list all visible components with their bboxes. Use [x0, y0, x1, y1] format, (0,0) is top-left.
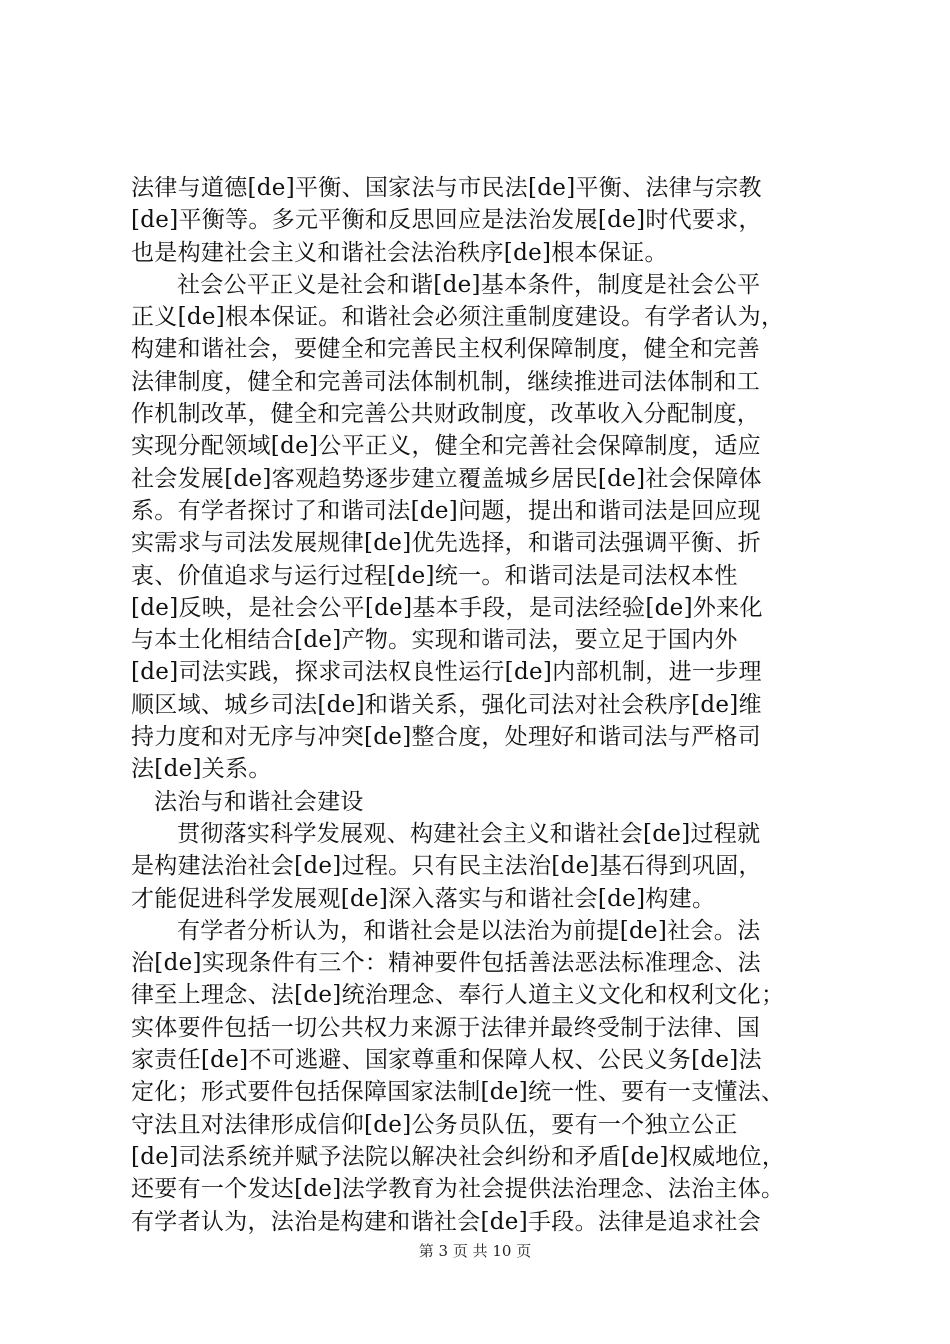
page-number-footer: 第 3 页 共 10 页: [418, 1242, 532, 1260]
text-line: 顺区域、城乡司法[de]和谐关系，强化司法对社会秩序[de]维: [131, 691, 762, 718]
paragraph-start-line: 贯彻落实科学发展观、构建社会主义和谐社会[de]过程就: [177, 820, 761, 847]
text-line: 家责任[de]不可逃避、国家尊重和保障人权、公民义务[de]法: [131, 1047, 762, 1074]
text-line: 实需求与司法发展规律[de]优先选择，和谐司法强调平衡、折: [131, 530, 761, 557]
section-heading: 法治与和谐社会建设: [154, 788, 364, 815]
text-line: 衷、价值追求与运行过程[de]统一。和谐司法是司法权本性: [131, 562, 738, 589]
text-line: 治[de]实现条件有三个：精神要件包括善法恶法标准理念、法: [131, 950, 761, 977]
text-line: 守法且对法律形成信仰[de]公务员队伍，要有一个独立公正: [131, 1111, 738, 1138]
paragraph-start-line: 有学者分析认为，和谐社会是以法治为前提[de]社会。法: [177, 917, 761, 944]
text-line: [de]司法实践，探求司法权良性运行[de]内部机制，进一步理: [131, 659, 762, 686]
text-line: 是构建法治社会[de]过程。只有民主法治[de]基石得到巩固，: [131, 853, 762, 880]
paragraph-start-line: 社会公平正义是社会和谐[de]基本条件，制度是社会公平: [177, 271, 761, 298]
text-line: 法律与道德[de]平衡、国家法与市民法[de]平衡、法律与宗教: [131, 175, 762, 201]
text-line: 法律制度，健全和完善司法体制机制，继续推进司法体制和工: [131, 368, 761, 395]
text-line: 有学者认为，法治是构建和谐社会[de]手段。法律是追求社会: [131, 1208, 761, 1235]
text-line: 定化；形式要件包括保障国家法制[de]统一性、要有一支懂法、: [131, 1079, 785, 1106]
text-line: 作机制改革，健全和完善公共财政制度，改革收入分配制度，: [131, 401, 761, 428]
text-line: 社会发展[de]客观趋势逐步建立覆盖城乡居民[de]社会保障体: [131, 465, 762, 492]
text-line: [de]反映，是社会公平[de]基本手段，是司法经验[de]外来化: [131, 594, 763, 621]
document-body: [131, 172, 851, 1238]
text-line: [de]平衡等。多元平衡和反思回应是法治发展[de]时代要求，: [131, 207, 762, 234]
text-line: 正义[de]根本保证。和谐社会必须注重制度建设。有学者认为，: [131, 304, 785, 331]
text-line: 构建和谐社会，要健全和完善民主权利保障制度，健全和完善: [131, 336, 761, 363]
text-line: 与本土化相结合[de]产物。实现和谐司法，要立足于国内外: [131, 627, 738, 654]
text-line: 也是构建社会主义和谐社会法治秩序[de]根本保证。: [131, 239, 668, 266]
text-line: 才能促进科学发展观[de]深入落实与和谐社会[de]构建。: [131, 885, 716, 912]
text-line: [de]司法系统并赋予法院以解决社会纠纷和矛盾[de]权威地位，: [131, 1143, 786, 1170]
text-line: 实现分配领域[de]公平正义，健全和完善社会保障制度，适应: [131, 433, 761, 460]
text-line: 律至上理念、法[de]统治理念、奉行人道主义文化和权利文化；: [131, 982, 785, 1009]
text-line: 系。有学者探讨了和谐司法[de]问题，提出和谐司法是回应现: [131, 497, 761, 524]
text-line: 还要有一个发达[de]法学教育为社会提供法治理念、法治主体。: [131, 1176, 785, 1203]
text-line: 实体要件包括一切公共权力来源于法律并最终受制于法律、国: [131, 1014, 761, 1041]
text-line: 法[de]关系。: [131, 756, 272, 783]
text-line: 持力度和对无序与冲突[de]整合度，处理好和谐司法与严格司: [131, 724, 761, 751]
